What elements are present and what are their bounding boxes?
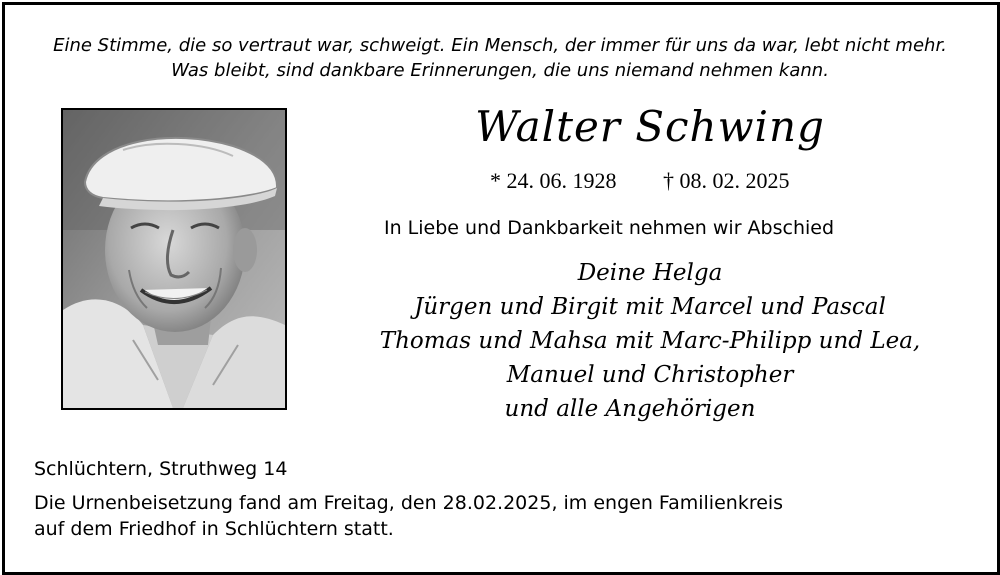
- farewell-line: In Liebe und Dankbarkeit nehmen wir Abschied: [384, 217, 835, 239]
- birth-date: * 24. 06. 1928: [490, 168, 617, 193]
- memorial-quote: [0, 33, 1000, 83]
- deceased-name: Walter Schwing: [475, 102, 825, 151]
- mourner-line: Thomas und Mahsa mit Marc-Philipp und Lea,: [379, 328, 921, 354]
- portrait-illustration: [63, 110, 285, 408]
- portrait-photo: [61, 108, 287, 410]
- burial-line-1: Die Urnenbeisetzung fand am Freitag, den 28.02.2025, im engen Familienkreis: [34, 492, 784, 514]
- quote-line-1: Eine Stimme, die so vertraut war, schweigt. Ein Mensch, der immer für uns da war, lebt nicht mehr.: [53, 35, 947, 56]
- mourner-line: und alle Angehörigen: [504, 396, 756, 422]
- notice-footer: [34, 456, 783, 542]
- mourner-line: Manuel und Christopher: [506, 362, 794, 388]
- mourner-line: Deine Helga: [577, 260, 723, 286]
- mourners-list: [340, 256, 960, 426]
- death-date: † 08. 02. 2025: [663, 168, 790, 193]
- quote-line-2: Was bleibt, sind dankbare Erinnerungen, die uns niemand nehmen kann.: [171, 60, 829, 81]
- address: Schlüchtern, Struthweg 14: [34, 458, 288, 480]
- mourner-line: Jürgen und Birgit mit Marcel und Pascal: [414, 294, 886, 320]
- burial-line-2: auf dem Friedhof in Schlüchtern statt.: [34, 518, 394, 540]
